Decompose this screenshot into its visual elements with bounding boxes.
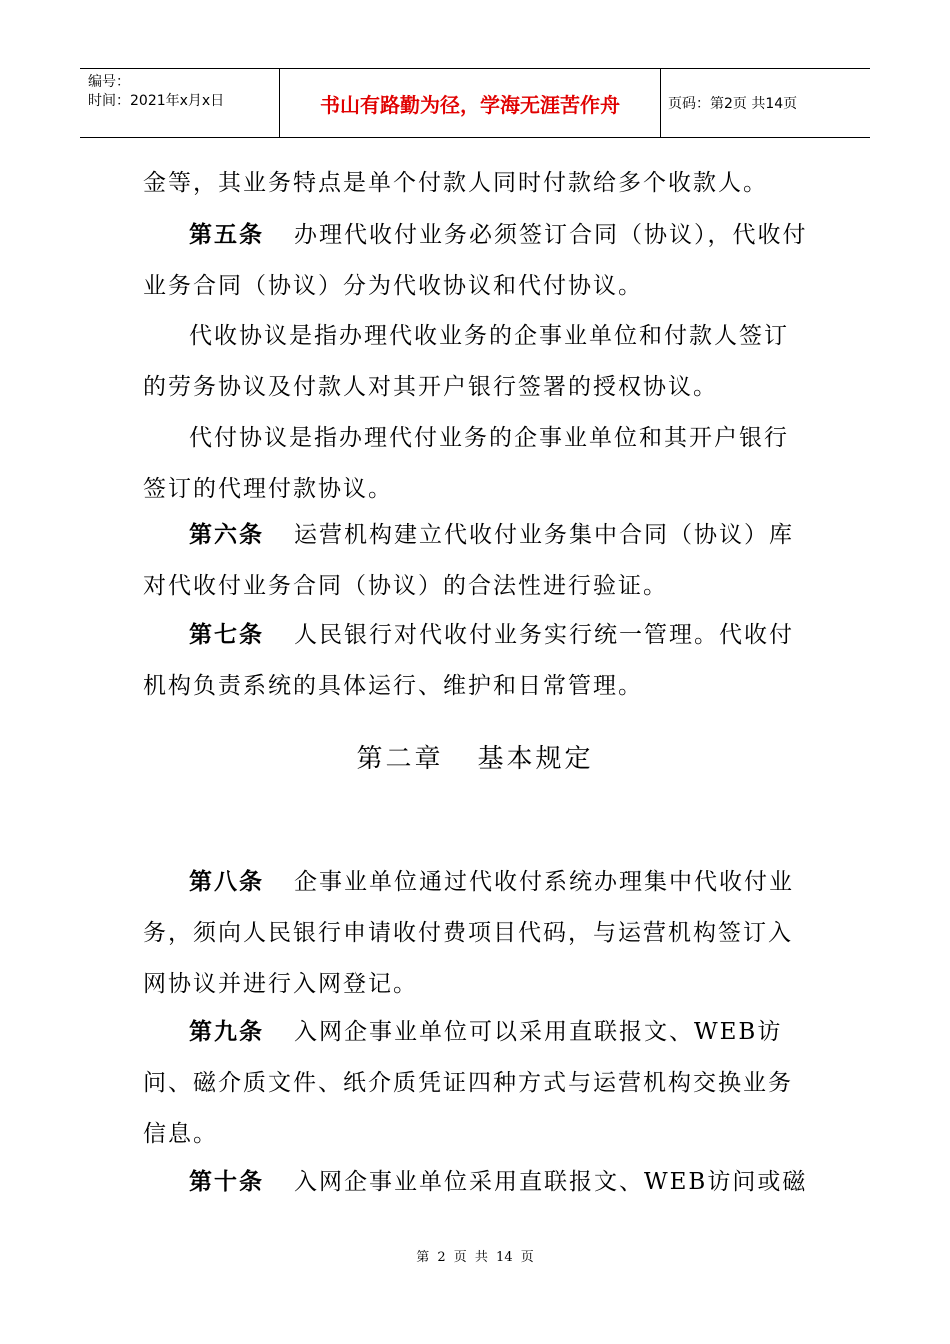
page-footer: 第 2 页 共 14 页: [416, 1250, 534, 1265]
article-7: [143, 609, 808, 712]
article-5-text: 办理代收付业务必须签订合同（协议），代收付业务合同（协议）分为代收协议和代付协议。: [143, 222, 808, 299]
article-7-label: 第七条: [189, 621, 264, 648]
paragraph-pay-agreement: 代付协议是指办理代付业务的企事业单位和其开户银行签订的代理付款协议。: [143, 425, 789, 502]
article-10: [143, 1156, 808, 1208]
article-10-text: 入网企事业单位采用直联报文、WEB访问或磁: [294, 1169, 808, 1195]
article-5-label: 第五条: [189, 221, 264, 248]
article-9-label: 第九条: [189, 1018, 264, 1045]
article-8-text: 企事业单位通过代收付系统办理集中代收付业务，须向人民银行申请收付费项目代码，与运营机构签订入网协议并进行入网登记。: [143, 869, 794, 997]
article-6: [143, 509, 808, 612]
chapter-number: 第二章: [356, 744, 444, 774]
header-motto: 书山有路勤为径，学海无涯苦作舟: [280, 69, 661, 137]
number-label: 编号：: [88, 74, 130, 90]
article-6-label: 第六条: [189, 521, 264, 548]
header-meta: [80, 69, 280, 137]
paragraph-collect-agreement: 代收协议是指办理代收业务的企事业单位和付款人签订的劳务协议及付款人对其开户银行签署的授权协议。: [143, 323, 789, 400]
chapter-heading: [0, 738, 950, 775]
header-table: [80, 68, 870, 138]
article-7-text: 人民银行对代收付业务实行统一管理。代收付机构负责系统的具体运行、维护和日常管理。: [143, 622, 794, 699]
article-5: [143, 209, 808, 312]
chapter-title: 基本规定: [477, 744, 594, 774]
article-9-text: 入网企事业单位可以采用直联报文、WEB访问、磁介质文件、纸介质凭证四种方式与运营机构交换业务信息。: [143, 1019, 793, 1147]
article-10-label: 第十条: [189, 1168, 264, 1195]
article-6-text: 运营机构建立代收付业务集中合同（协议）库对代收付业务合同（协议）的合法性进行验证。: [143, 522, 794, 599]
time-label: 时间：2021年x月x日: [88, 93, 225, 109]
paragraph-continuation: 金等，其业务特点是单个付款人同时付款给多个收款人。: [143, 170, 768, 196]
article-8-label: 第八条: [189, 868, 264, 895]
header-page-info: 页码：第2页 共14页: [668, 96, 798, 112]
article-9: [143, 1006, 808, 1160]
article-8: [143, 856, 808, 1010]
